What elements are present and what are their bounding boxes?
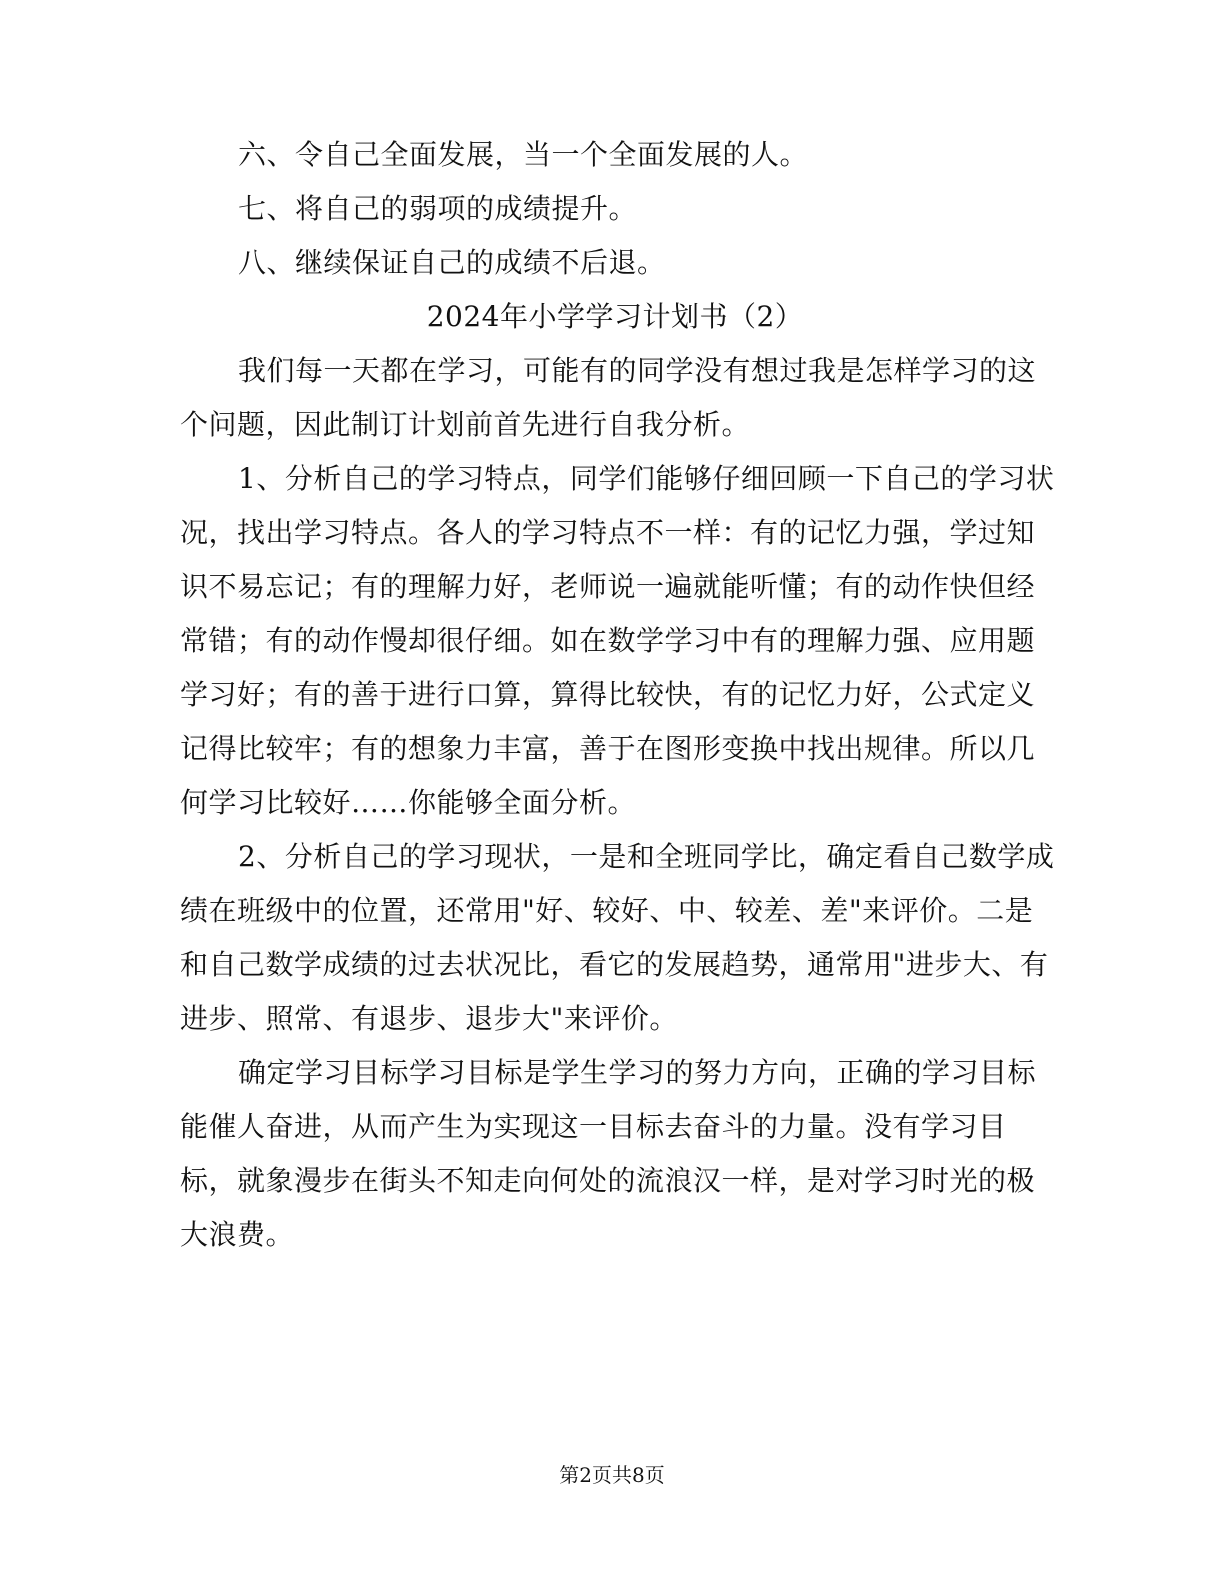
paragraph-line: 学习好；有的善于进行口算，算得比较快，有的记忆力好，公式定义 — [180, 678, 1036, 711]
paragraph-line: 况，找出学习特点。各人的学习特点不一样：有的记忆力强，学过知 — [180, 516, 1036, 549]
section-title: 2024年小学学习计划书（2） — [426, 300, 804, 333]
paragraph-line: 大浪费。 — [180, 1218, 295, 1251]
paragraph-line: 我们每一天都在学习，可能有的同学没有想过我是怎样学习的这 — [238, 354, 1037, 387]
paragraph-line: 确定学习目标学习目标是学生学习的努力方向，正确的学习目标 — [238, 1056, 1037, 1089]
list-item: 八、继续保证自己的成绩不后退。 — [238, 246, 666, 279]
paragraph-line: 标，就象漫步在街头不知走向何处的流浪汉一样，是对学习时光的极 — [180, 1164, 1036, 1197]
paragraph-line: 和自己数学成绩的过去状况比，看它的发展趋势，通常用"进步大、有 — [180, 948, 1049, 981]
paragraph-line: 2、分析自己的学习现状，一是和全班同学比，确定看自己数学成 — [238, 840, 1055, 873]
paragraph-line: 何学习比较好……你能够全面分析。 — [180, 786, 637, 819]
paragraph-line: 个问题，因此制订计划前首先进行自我分析。 — [180, 408, 751, 441]
paragraph-line: 进步、照常、有退步、退步大"来评价。 — [180, 1002, 678, 1035]
paragraph-line: 能催人奋进，从而产生为实现这一目标去奋斗的力量。没有学习目 — [180, 1110, 1007, 1143]
paragraph-line: 记得比较牢；有的想象力丰富，善于在图形变换中找出规律。所以几 — [180, 732, 1036, 765]
paragraph-line: 1、分析自己的学习特点，同学们能够仔细回顾一下自己的学习状 — [238, 462, 1055, 495]
page-number-footer: 第2页共8页 — [559, 1463, 665, 1487]
paragraph-line: 常错；有的动作慢却很仔细。如在数学学习中有的理解力强、应用题 — [180, 624, 1036, 657]
list-item: 六、令自己全面发展，当一个全面发展的人。 — [238, 138, 809, 171]
paragraph-line: 绩在班级中的位置，还常用"好、较好、中、较差、差"来评价。二是 — [180, 894, 1034, 927]
list-item: 七、将自己的弱项的成绩提升。 — [238, 192, 638, 225]
document-body — [180, 128, 1055, 1262]
paragraph-line: 识不易忘记；有的理解力好，老师说一遍就能听懂；有的动作快但经 — [180, 570, 1036, 603]
